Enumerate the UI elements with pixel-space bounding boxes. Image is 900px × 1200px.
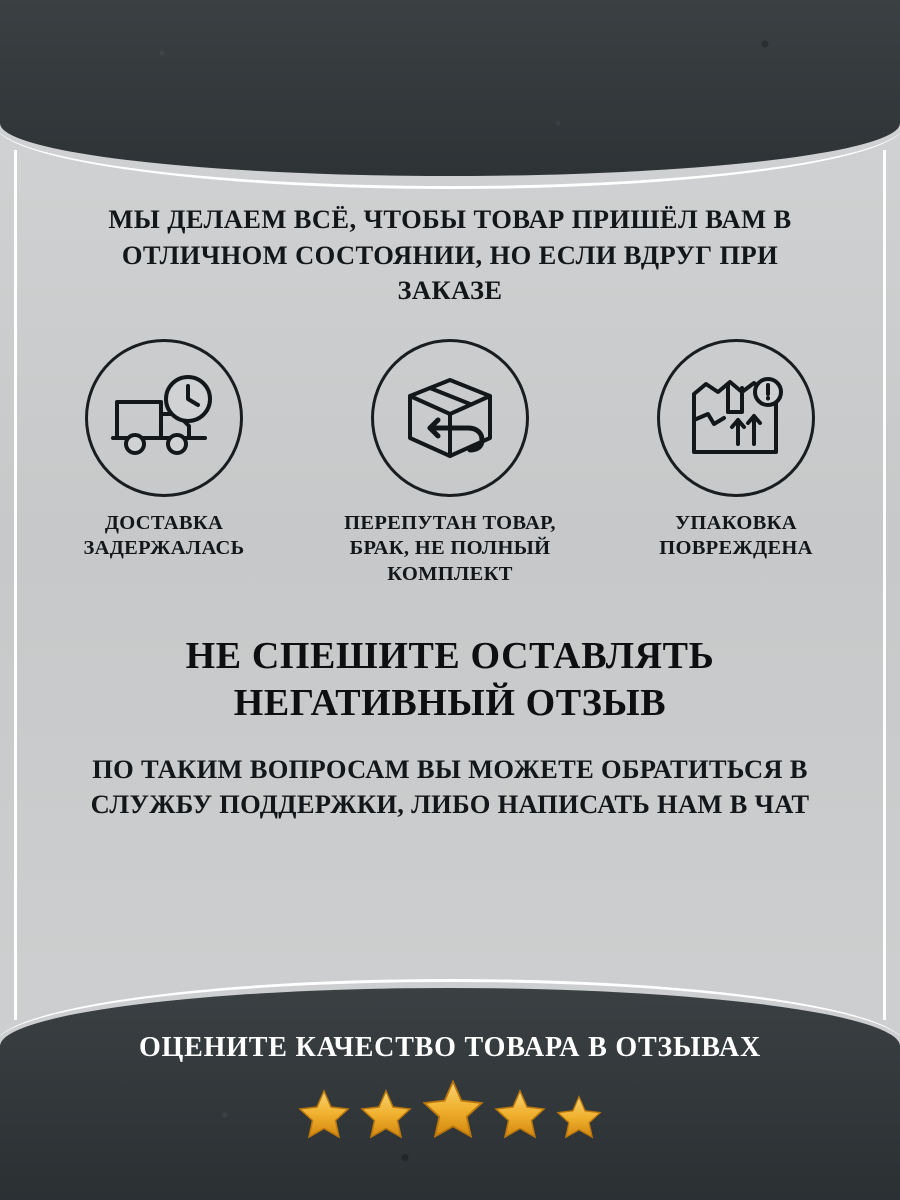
icon-circle-box-return bbox=[371, 339, 529, 497]
issue-icons-row bbox=[0, 339, 900, 588]
star-icon-1[interactable] bbox=[298, 1089, 350, 1139]
icon-circle-damaged bbox=[657, 339, 815, 497]
issue-item-damaged-package bbox=[611, 339, 861, 562]
damaged-package-icon bbox=[684, 368, 788, 468]
star-icon-4[interactable] bbox=[494, 1089, 546, 1139]
star-rating[interactable] bbox=[0, 1079, 900, 1139]
issue-caption-delivery: ДОСТАВКА ЗАДЕРЖАЛАСЬ bbox=[83, 511, 245, 560]
issue-item-delivery-delay bbox=[39, 339, 289, 562]
main-content bbox=[0, 176, 900, 822]
intro-text: МЫ ДЕЛАЕМ ВСЁ, ЧТОБЫ ТОВАР ПРИШЁЛ ВАМ В ОТЛИЧНОМ СОСТОЯНИИ, НО ЕСЛИ ВДРУГ ПРИ ЗАКАЗЕ bbox=[108, 204, 792, 305]
issue-caption-damaged: УПАКОВКА ПОВРЕЖДЕНА bbox=[659, 511, 813, 560]
support-text: ПО ТАКИМ ВОПРОСАМ ВЫ МОЖЕТЕ ОБРАТИТЬСЯ В СЛУЖБУ ПОДДЕРЖКИ, ЛИБО НАПИСАТЬ НАМ В ЧАТ bbox=[90, 754, 810, 820]
star-icon-2[interactable] bbox=[360, 1089, 412, 1139]
star-icon-5[interactable] bbox=[556, 1095, 602, 1139]
icon-circle-delivery bbox=[85, 339, 243, 497]
warning-text: НЕ СПЕШИТЕ ОСТАВЛЯТЬ НЕГАТИВНЫЙ ОТЗЫВ bbox=[185, 635, 715, 724]
rate-product-title: ОЦЕНИТЕ КАЧЕСТВО ТОВАРА В ОТЗЫВАХ bbox=[138, 1032, 762, 1063]
star-icon-3[interactable] bbox=[422, 1079, 484, 1139]
box-return-arrow-icon bbox=[394, 368, 506, 468]
top-banner bbox=[0, 0, 900, 176]
bottom-banner-content bbox=[0, 988, 900, 1200]
issue-caption-wrong-item: ПЕРЕПУТАН ТОВАР, БРАК, НЕ ПОЛНЫЙ КОМПЛЕКТ bbox=[344, 511, 556, 585]
issue-item-wrong-item bbox=[325, 339, 575, 588]
delivery-truck-clock-icon bbox=[109, 372, 219, 464]
